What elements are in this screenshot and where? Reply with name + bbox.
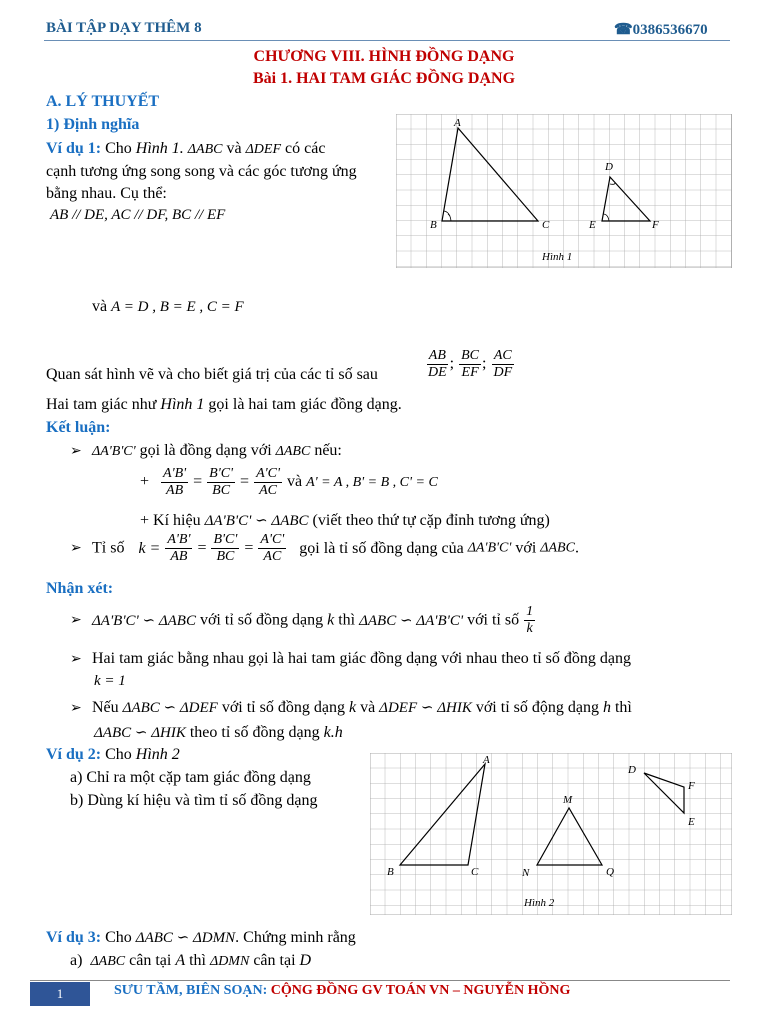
text: Hình 2	[135, 746, 180, 763]
lesson-title: Bài 1. HAI TAM GIÁC ĐỒNG DẠNG	[252, 70, 516, 87]
header-phone: ☎0386536670	[614, 22, 708, 38]
text: gọi là hai tam giác đồng dạng.	[208, 396, 402, 413]
text: a)	[70, 952, 83, 969]
chapter-title: CHƯƠNG VIII. HÌNH ĐỒNG DẠNG	[253, 48, 515, 65]
example1-line1	[46, 140, 325, 158]
ratio-ab-de	[426, 348, 449, 381]
text: Cho	[105, 140, 132, 157]
similarity-expression: ΔA'B'C' ∽ ΔABC	[92, 613, 196, 629]
label-a: A	[483, 754, 490, 766]
text: SƯU TẦM, BIÊN SOẠN:	[114, 983, 271, 998]
observe-text: Quan sát hình vẽ và cho biết giá trị của các tỉ số sau	[46, 366, 378, 383]
denominator: AB	[166, 483, 184, 498]
triangle-abc: ΔABC	[275, 444, 311, 459]
text: và	[92, 298, 108, 315]
label-e: E	[589, 219, 596, 231]
text: với tỉ số động dạng	[475, 699, 599, 716]
denominator: EF	[461, 365, 479, 380]
denominator: DE	[428, 365, 447, 380]
triangle-abc: ΔABC	[90, 954, 126, 969]
vertex: D	[299, 952, 312, 969]
arrow-bullet-icon: ➢	[70, 613, 82, 628]
numerator: BC	[461, 348, 480, 363]
remark3-line2	[94, 723, 343, 742]
triangle-def: ΔDEF	[245, 142, 282, 157]
text: với tỉ số đồng dạng	[199, 611, 324, 629]
text: Hình 1.	[135, 140, 184, 157]
label-d: D	[628, 764, 636, 776]
ratio-one-over-k	[524, 604, 535, 637]
similarity-expression: ΔABC ∽ ΔDMN	[135, 930, 236, 946]
triangle-dmn: ΔDMN	[209, 954, 250, 969]
example2-label: Ví dụ 2:	[46, 746, 102, 763]
numerator: A'C'	[260, 532, 285, 547]
remarks-label: Nhận xét:	[46, 580, 114, 597]
figure-2	[370, 753, 732, 915]
similarity-expression: ΔDEF ∽ ΔHIK	[379, 700, 472, 716]
text: thì	[614, 699, 632, 716]
triangle-a1b1c1: ΔA'B'C'	[467, 540, 512, 556]
example2-line	[46, 746, 180, 764]
separator: ;	[482, 355, 487, 373]
triangle-abc: ΔABC	[187, 142, 223, 157]
label-c: C	[471, 866, 479, 878]
notation-line	[140, 511, 550, 530]
equals: =	[244, 539, 254, 557]
remark2	[70, 650, 631, 668]
numerator: B'C'	[213, 532, 238, 547]
figure-1	[396, 114, 732, 268]
text: + Kí hiệu	[140, 512, 201, 529]
text: gọi là đồng dạng với	[139, 442, 272, 459]
denominator: k	[526, 621, 533, 636]
ratio-1	[165, 532, 192, 565]
k-equals: k =	[138, 539, 161, 557]
text: và	[286, 473, 303, 491]
ratio-2	[207, 466, 235, 499]
header-left: BÀI TẬP DẠY THÊM 8	[46, 20, 202, 36]
numerator: B'C'	[209, 466, 234, 481]
denominator: AC	[263, 549, 282, 564]
example2-a: a) Chỉ ra một cặp tam giác đồng dạng	[70, 769, 311, 786]
text: với tỉ số	[467, 611, 520, 629]
text: Hai tam giác bằng nhau gọi là hai tam giác đồng dạng với nhau theo tỉ số đồng dạng	[92, 650, 631, 667]
text: có các	[285, 140, 326, 157]
text: với tỉ số đồng dạng	[221, 699, 345, 716]
angle-equalities	[92, 298, 244, 316]
credit-text	[114, 983, 570, 999]
plus-sign: +	[140, 473, 150, 491]
angles-expression: A' = A , B' = B , C' = C	[306, 475, 438, 491]
two-triangles-text	[46, 396, 402, 414]
text: và	[226, 140, 242, 157]
ratio-3	[254, 466, 282, 499]
text: nếu:	[314, 442, 342, 459]
text: cân tại	[129, 952, 172, 969]
example1-label: Ví dụ 1:	[46, 140, 102, 157]
arrow-bullet-icon: ➢	[70, 701, 82, 716]
label-n: N	[522, 867, 530, 879]
page-number: 1	[30, 982, 90, 1006]
text: Nếu	[92, 699, 119, 716]
conclusion-label: Kết luận:	[46, 419, 111, 436]
remark1	[70, 604, 536, 637]
text: gọi là tỉ số đồng dạng của	[299, 539, 464, 557]
numerator: A'C'	[256, 466, 280, 481]
equals: =	[240, 473, 250, 491]
text: theo tỉ số đồng dạng	[189, 724, 320, 741]
ratio-bc-ef	[459, 348, 481, 381]
equals: =	[193, 473, 203, 491]
numerator: A'B'	[167, 532, 191, 547]
parallel-relations: AB // DE, AC // DF, BC // EF	[50, 207, 226, 223]
label-b: B	[430, 219, 437, 231]
kh-symbol: k.h	[323, 724, 343, 741]
arrow-bullet-icon: ➢	[70, 541, 82, 556]
similarity-expression: ΔA'B'C' ∽ ΔABC	[204, 513, 309, 529]
example2-b: b) Dùng kí hiệu và tìm tỉ số đồng dạng	[70, 792, 318, 809]
figure2-caption: Hình 2	[524, 897, 555, 909]
label-a: A	[454, 117, 461, 129]
label-f: F	[688, 780, 695, 792]
arrow-bullet-icon: ➢	[70, 444, 82, 459]
text: và	[360, 699, 376, 716]
text: Cho	[105, 746, 132, 763]
section-theory: A. LÝ THUYẾT	[46, 93, 160, 110]
label-b: B	[387, 866, 394, 878]
example3-a	[70, 952, 311, 970]
denominator: AB	[170, 549, 188, 564]
ratio-ac-df	[491, 348, 514, 381]
numerator: 1	[526, 604, 534, 619]
label-f: F	[652, 219, 659, 231]
vertex: A	[175, 952, 186, 969]
separator: ;	[449, 355, 455, 373]
similarity-expression: ΔABC ∽ ΔDEF	[122, 700, 218, 716]
triangle-a1b1c1: ΔA'B'C'	[92, 444, 136, 459]
numerator: A'B'	[163, 466, 187, 481]
ratios-observe	[425, 348, 515, 381]
example3-line	[46, 928, 356, 947]
remark2-k: k = 1	[94, 673, 126, 689]
ratio-1	[161, 466, 188, 499]
label-q: Q	[606, 866, 614, 878]
footer	[30, 980, 730, 1007]
ratio-3	[258, 532, 286, 565]
numerator: AC	[493, 348, 512, 363]
similarity-expression: ΔABC ∽ ΔA'B'C'	[359, 613, 464, 629]
conclusion-ratios	[140, 466, 438, 499]
text: Tỉ số	[92, 539, 125, 557]
k-symbol: k	[348, 699, 357, 716]
numerator: AB	[428, 348, 446, 363]
label-c: C	[542, 219, 550, 231]
figure1-caption: Hình 1	[542, 251, 573, 263]
angles-expression: A = D , B = E , C = F	[111, 299, 244, 315]
label-m: M	[563, 794, 573, 806]
arrow-bullet-icon: ➢	[70, 652, 82, 667]
text: thì	[338, 611, 356, 629]
text: Hai tam giác như	[46, 396, 157, 413]
example1-line2: cạnh tương ứng song song và các góc tương ứng	[46, 163, 357, 180]
text: CỘNG ĐỒNG GV TOÁN VN – NGUYỄN HỒNG	[270, 983, 571, 998]
similarity-expression: ΔABC ∽ ΔHIK	[94, 725, 186, 741]
example1-line3: bằng nhau. Cụ thể:	[46, 185, 167, 202]
k-symbol: k	[327, 611, 335, 629]
text: thì	[189, 952, 206, 969]
text: với	[515, 539, 537, 557]
ratio-definition	[70, 532, 579, 565]
denominator: BC	[216, 549, 235, 564]
denominator: AC	[259, 483, 277, 498]
conclusion-bullet1	[70, 442, 342, 460]
example3-label: Ví dụ 3:	[46, 929, 102, 946]
remark3	[70, 698, 632, 717]
denominator: BC	[212, 483, 231, 498]
denominator: DF	[493, 365, 513, 380]
ratio-2	[211, 532, 239, 565]
subsection-definition: 1) Định nghĩa	[46, 116, 140, 133]
equals: =	[197, 539, 207, 557]
label-d: D	[605, 161, 613, 173]
text: Hình 1	[160, 396, 205, 413]
triangle-abc: ΔABC	[540, 540, 575, 556]
label-e: E	[688, 816, 695, 828]
header-divider	[44, 40, 730, 41]
text: (viết theo thứ tự cặp đỉnh tương ứng)	[312, 512, 550, 529]
text: .	[574, 539, 579, 557]
text: Cho	[105, 929, 132, 946]
h-symbol: h	[602, 699, 611, 716]
text: cân tại	[253, 952, 296, 969]
text: . Chứng minh rằng	[235, 929, 356, 946]
